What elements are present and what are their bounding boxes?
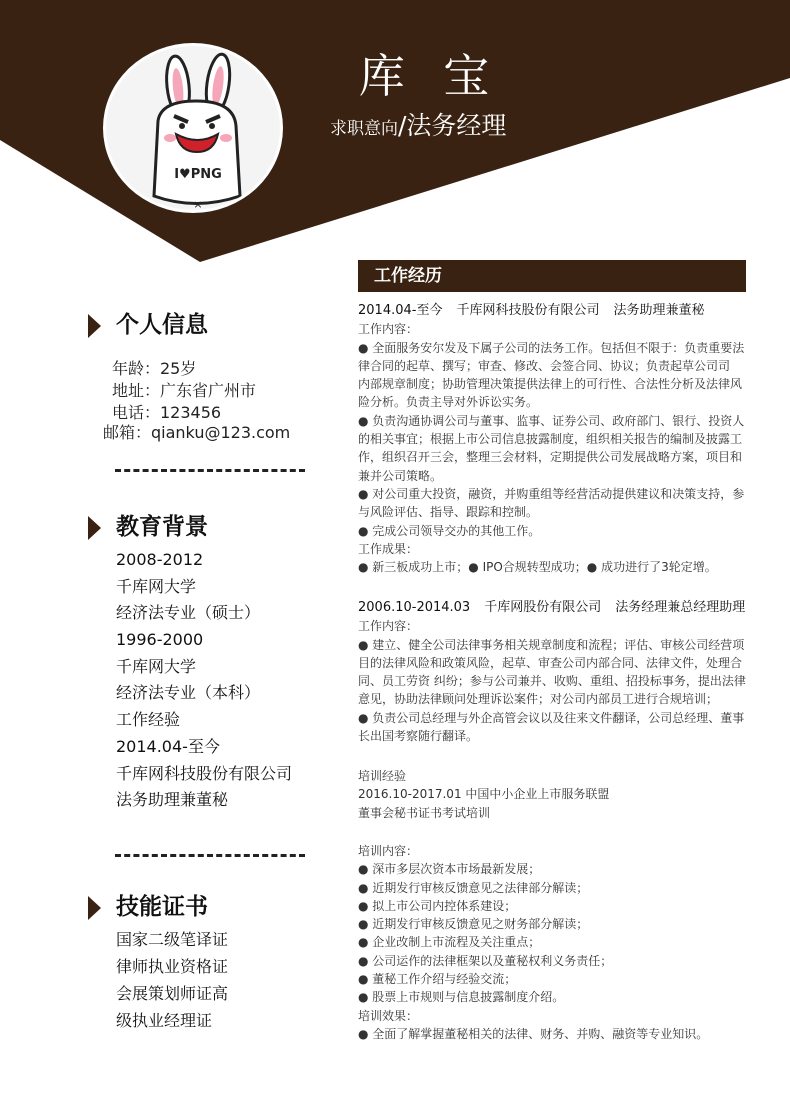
training-item: ● 深市多层次资本市场最新发展； [358, 862, 541, 877]
age: 年龄：25岁 [112, 359, 197, 378]
bullet-line: 作，组织召开三会，整理三会材料，定期提供公司发展战略方案，项目和 [358, 450, 743, 465]
job-position: 法务经理兼总经理助理 [615, 600, 746, 615]
bullet-line: ● 完成公司领导交办的其他工作。 [358, 523, 541, 538]
bullet-line: 律合同的起草、撰写；审查、修改、会签合同、协议；负责起草公司司 [358, 358, 731, 373]
triangle-icon [88, 314, 101, 338]
work-title-bar [358, 260, 746, 292]
training-item: ● 企业改制上市流程及关注重点； [358, 935, 541, 950]
bullet-line: 内部规章制度；协助管理决策提供法律上的可行性、合法性分析及法律风 [358, 377, 743, 392]
list-item: 律师执业资格证 [116, 957, 229, 976]
education-list [116, 547, 292, 814]
bullet-line: 险分析。负责主导对外诉讼实务。 [358, 395, 539, 410]
list-item: 法务助理兼董秘 [116, 790, 229, 810]
bullet-line: 长出国考察随行翻译。 [358, 729, 479, 744]
job-company: 千库网科技股份有限公司 [456, 303, 600, 318]
result-label: 工作成果： [358, 541, 419, 556]
triangle-icon [88, 896, 101, 920]
training-label: 培训经验 [358, 769, 407, 783]
list-item: 千库网大学 [116, 656, 197, 676]
job-date: 2014.04-至今 [358, 303, 443, 318]
list-item: 千库网大学 [116, 576, 197, 596]
triangle-icon [88, 516, 101, 540]
list-item: 千库网科技股份有限公司 [116, 763, 293, 783]
intent-job: /法务经理 [398, 111, 507, 140]
bullet-line: 的相关事宜；根据上市公司信息披露制度，组织相关报告的编制及披露工 [358, 432, 743, 447]
list-item: 1996-2000 [116, 630, 204, 650]
job-intent [330, 106, 506, 142]
email: 邮箱：qianku@123.com [103, 423, 291, 442]
training-line: 2016.10-2017.01 中国中小企业上市服务联盟 [358, 787, 610, 802]
work-title: 工作经历 [374, 266, 442, 286]
list-item: 经济法专业（硕士） [116, 603, 261, 623]
list-item: 级执业经理证 [116, 1011, 213, 1030]
job-2 [358, 599, 768, 745]
training-effect-label: 培训效果： [358, 1008, 419, 1023]
svg-text:×: × [193, 198, 203, 211]
training-block [358, 767, 768, 822]
divider [115, 854, 305, 857]
divider [115, 469, 305, 472]
training-item: ● 股票上市规则与信息披露制度介绍。 [358, 990, 565, 1005]
training-item: ● 近期发行审核反馈意见之财务部分解读； [358, 917, 589, 932]
address: 地址：广东省广州市 [112, 381, 257, 400]
training-effect: ● 全面了解掌握董秘相关的法律、财务、并购、融资等专业知识。 [358, 1026, 709, 1041]
list-item: 2008-2012 [116, 550, 204, 569]
bullet-line: ● 全面服务安尔发及下属子公司的法务工作。包括但不限于：负责重要法 [358, 340, 745, 355]
job-date: 2006.10-2014.03 [358, 600, 471, 615]
bullet-line: 目的法律风险和政策风险，起草、审查公司内部合同、法律文件，处理合 [358, 655, 743, 670]
list-item: 工作经验 [116, 710, 181, 730]
list-item: 国家二级笔译证 [116, 930, 229, 949]
personal-info-title: 个人信息 [88, 306, 208, 339]
content-label: 工作内容： [358, 619, 419, 634]
avatar [103, 43, 283, 213]
training-line: 董事会秘书证书考试培训 [358, 805, 491, 820]
bullet-line: 意见，协助法律顾问处理诉讼案件；对公司内部员工进行合规培训； [358, 692, 719, 707]
bullet-line: 同、员工劳资 纠纷；参与公司兼并、收购、重组、招投标事务，提出法律 [358, 674, 746, 689]
result-line: ● 新三板成功上市；● IPO合规转型成功；● 成功进行了3轮定增。 [358, 560, 717, 575]
job-2-header [358, 599, 768, 617]
bullet-line: ● 建立、健全公司法律事务相关规章制度和流程；评估、审核公司经营项 [358, 637, 745, 652]
skills-list [116, 926, 228, 1034]
bullet-line: ● 负责公司总经理与外企高管会议以及往来文件翻译，公司总经理、董事 [358, 710, 745, 725]
intent-label: 求职意向 [330, 119, 398, 139]
bullet-line: 与风险评估、指导、跟踪和控制。 [358, 505, 539, 520]
phone: 电话：123456 [112, 403, 222, 422]
job-position: 法务助理兼董秘 [613, 303, 705, 318]
training-item: ● 拟上市公司内控体系建设； [358, 898, 517, 913]
avatar-text: I♥PNG [174, 167, 222, 182]
skills-title: 技能证书 [88, 888, 208, 921]
bullet-line: ● 负责沟通协调公司与董事、监事、证券公司、政府部门、银行、投资人 [358, 413, 745, 428]
content-label: 工作内容： [358, 322, 419, 337]
job-1 [358, 302, 768, 576]
bullet-line: 兼并公司策略。 [358, 468, 443, 483]
bullet-line: ● 对公司重大投资，融资，并购重组等经营活动提供建议和决策支持，参 [358, 486, 745, 501]
list-item: 经济法专业（本科） [116, 683, 261, 703]
training-item: ● 近期发行审核反馈意见之法律部分解读； [358, 880, 589, 895]
applicant-name: 库 宝 [358, 49, 502, 103]
job-1-header [358, 302, 768, 320]
training-content [358, 842, 768, 1043]
training-item: ● 董秘工作介绍与经验交流； [358, 972, 517, 987]
list-item: 2014.04-至今 [116, 736, 220, 756]
education-title: 教育背景 [88, 508, 208, 541]
job-company: 千库网股份有限公司 [484, 600, 602, 615]
list-item: 会展策划师证高 [116, 984, 229, 1003]
training-content-label: 培训内容： [358, 844, 419, 858]
training-item: ● 公司运作的法律框架以及董秘权利义务责任； [358, 953, 613, 968]
bunny-icon [106, 46, 283, 213]
